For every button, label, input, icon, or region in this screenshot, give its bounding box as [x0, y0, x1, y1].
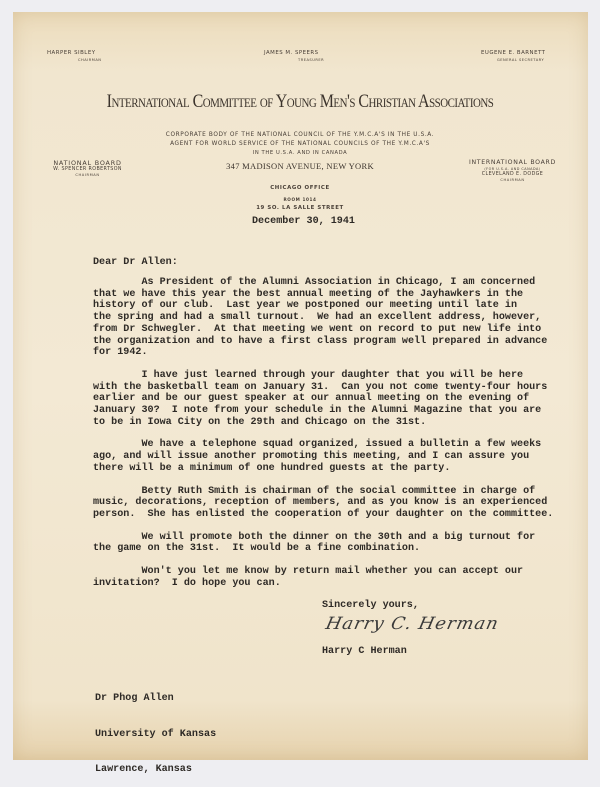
paragraph-line: ago, and will issue another promoting this meeting, and I can assure you — [93, 451, 530, 463]
description-line: AGENT FOR WORLD SERVICE OF THE NATIONAL COUNCILS OF THE Y.M.C.A'S — [170, 141, 430, 147]
recipient-address — [95, 670, 216, 787]
board-heading: NATIONAL BOARD — [53, 159, 122, 167]
paragraph-line: We have a telephone squad organized, issued a bulletin a few weeks — [93, 439, 542, 451]
paragraph-line: with the basketball team on January 31. Can you not come twenty-four hours — [93, 381, 548, 393]
paragraph-line: history of our club. Last year we postponed our meeting until late in — [93, 300, 518, 312]
national-board — [30, 159, 145, 178]
board-note: (FOR U.S.A. AND CANADA) — [484, 167, 541, 171]
salutation: Dear Dr Allen: — [93, 257, 178, 268]
paragraph-line: the game on the 31st. It would be a fine combination. — [93, 543, 421, 555]
paragraph-line: the spring and had a small turnout. We had an excellent address, however, — [93, 312, 542, 324]
recipient-line: University of Kansas — [95, 728, 217, 740]
paragraph-line: from Dr Schwegler. At that meeting we went on record to put new life into — [93, 323, 542, 335]
officer-name: HARPER SIBLEY — [47, 50, 96, 56]
paragraph-line: for 1942. — [93, 347, 148, 359]
officer-title: TREASURER — [298, 58, 325, 62]
letter-date: December 30, 1941 — [252, 216, 355, 227]
closing: Sincerely yours, — [322, 600, 419, 611]
paragraph-line: that we have this year the best annual meeting of the Jayhawkers in the — [93, 288, 524, 300]
paragraph — [93, 439, 553, 474]
paragraph-line: to be in Iowa City on the 29th and Chicago on the 31st. — [93, 416, 427, 428]
paragraph-line: Betty Ruth Smith is chairman of the social committee in charge of — [93, 485, 536, 497]
chicago-room: ROOM 1014 — [283, 197, 317, 202]
board-chair: CLEVELAND E. DODGE — [481, 172, 544, 177]
paragraph — [93, 370, 553, 429]
paragraph-line: We will promote both the dinner on the 30th and a big turnout for — [93, 531, 536, 543]
paragraph-line: person. She has enlisted the cooperation of your daughter on the committee. — [93, 508, 554, 520]
board-heading: INTERNATIONAL BOARD — [468, 159, 557, 166]
officer-name: JAMES M. SPEERS — [264, 50, 319, 56]
paragraph-line: As President of the Alumni Association in Chicago, I am concerned — [93, 277, 536, 288]
recipient-line: Lawrence, Kansas — [95, 763, 192, 775]
paragraph-line: there will be a minimum of one hundred guests at the party. — [93, 462, 451, 474]
description-line: IN THE U.S.A. AND IN CANADA — [252, 150, 348, 156]
paragraph-line: I have just learned through your daughter that you will be here — [93, 369, 524, 381]
paragraph-line: music, decorations, reception of members, and as you know is an experienced — [93, 497, 548, 509]
officer-title: GENERAL SECRETARY — [497, 58, 545, 62]
board-chair: W. SPENCER ROBERTSON — [53, 167, 122, 172]
officer-name: EUGENE E. BARNETT — [481, 50, 546, 56]
paragraph — [93, 486, 553, 521]
officer-title: CHAIRMAN — [78, 58, 102, 62]
description-line: CORPORATE BODY OF THE NATIONAL COUNCIL OF THE Y.M.C.A'S IN THE U.S.A. — [165, 132, 435, 138]
paragraph — [93, 532, 553, 555]
paragraph-line: earlier and be our guest speaker at our annual meeting on the evening of — [93, 393, 530, 405]
paragraph — [93, 277, 553, 359]
address: 347 MADISON AVENUE, NEW YORK — [226, 161, 374, 171]
letter-body — [93, 277, 553, 600]
organization-title: International Committee of Young Men's Christian Associations — [106, 91, 494, 112]
paragraph-line: January 30? I note from your schedule in the Alumni Magazine that you are — [93, 405, 542, 417]
signer-name: Harry C Herman — [322, 646, 407, 657]
paragraph-line: the organization and to have a first class program well prepared in advance — [93, 335, 548, 347]
recipient-line: Dr Phog Allen — [95, 693, 174, 705]
paragraph-line: Won't you let me know by return mail whether you can accept our — [93, 566, 524, 578]
board-title: CHAIRMAN — [75, 173, 100, 177]
international-board — [455, 159, 570, 183]
board-title: CHAIRMAN — [500, 178, 525, 182]
paragraph — [93, 566, 553, 589]
paragraph-line: invitation? I do hope you can. — [93, 577, 281, 589]
signature: Harry C. Herman — [323, 614, 501, 634]
chicago-street: 19 SO. LA SALLE STREET — [256, 205, 344, 211]
chicago-office: CHICAGO OFFICE — [270, 185, 330, 191]
